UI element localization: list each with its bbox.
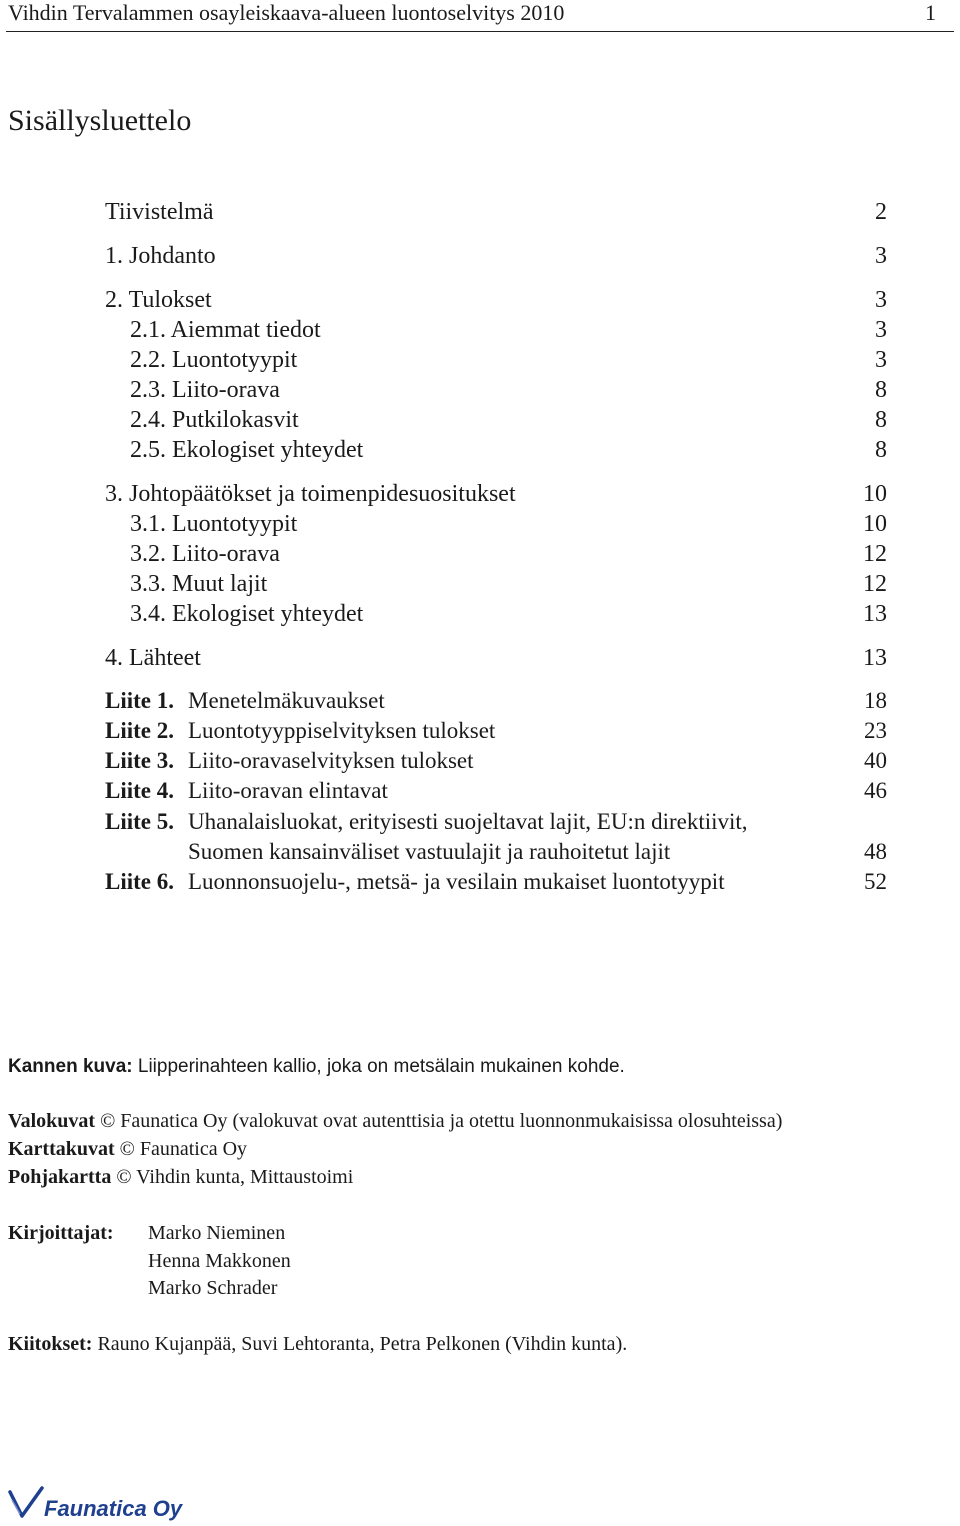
appendix-number: Liite 1. [105, 688, 174, 713]
appendix-title: Luontotyyppiselvityksen tulokset [188, 718, 496, 743]
acknowledgements [8, 1331, 627, 1357]
toc-subentry [105, 375, 887, 405]
credit-text: © Vihdin kunta, Mittaustoimi [111, 1166, 354, 1188]
toc-entry [105, 197, 887, 227]
appendix-entry [105, 776, 887, 806]
cover-photo-text: Liipperinahteen kallio, joka on metsälain mukainen kohde. [132, 1056, 625, 1077]
appendix-number: Liite 4. [105, 778, 174, 803]
toc-entry-page: 3 [875, 287, 887, 313]
credit-line [8, 1164, 353, 1190]
toc-entry-page: 10 [863, 481, 887, 507]
appendix-entry [105, 716, 887, 746]
document-header-title: Vihdin Tervalammen osayleiskaava-alueen luontoselvitys 2010 [8, 0, 565, 25]
acknowledgements-label: Kiitokset: [8, 1333, 93, 1355]
credit-line [8, 1108, 782, 1134]
appendix-number: Liite 5. [105, 809, 174, 834]
credit-label: Karttakuvat [8, 1138, 115, 1160]
toc-entry-label: 2.2. Luontotyypit [130, 347, 298, 373]
credit-text: © Faunatica Oy (valokuvat ovat autenttisia ja otettu luonnonmukaisissa olosuhteissa) [95, 1110, 783, 1132]
appendix-entry [105, 867, 887, 897]
toc-entry-page: 13 [863, 601, 887, 627]
toc-entry-page: 12 [863, 571, 887, 597]
logo-text: Faunatica Oy [44, 1496, 183, 1521]
toc-entry [105, 285, 887, 315]
toc-entry-label: 2.3. Liito-orava [130, 377, 280, 403]
toc-entry-label: 2.1. Aiemmat tiedot [130, 317, 321, 343]
toc-subentry [105, 569, 887, 599]
toc-entry [105, 479, 887, 509]
appendix-title: Menetelmäkuvaukset [188, 688, 385, 713]
toc-subentry [105, 539, 887, 569]
toc-entry-page: 48 [864, 839, 887, 864]
toc-entry-label: 2. Tulokset [105, 287, 212, 313]
appendix-entry [105, 807, 887, 837]
appendix-title: Liito-oravan elintavat [188, 778, 388, 803]
credit-text: © Faunatica Oy [114, 1138, 248, 1160]
toc-entry-label: 3.3. Muut lajit [130, 571, 268, 597]
author-name: Marko Nieminen [148, 1222, 286, 1244]
header-divider [6, 31, 954, 32]
toc-subentry [105, 435, 887, 465]
appendix-number: Liite 6. [105, 869, 174, 894]
toc-entry-page: 2 [875, 199, 887, 225]
toc-entry-page: 10 [863, 511, 887, 537]
toc-entry-label: 4. Lähteet [105, 645, 201, 671]
toc-heading: Sisällysluettelo [8, 104, 192, 137]
toc-entry-page: 52 [864, 869, 887, 894]
appendix-number: Liite 2. [105, 718, 174, 743]
appendix-entry [105, 686, 887, 716]
toc-subentry [105, 345, 887, 375]
toc-entry-label: 1. Johdanto [105, 243, 216, 269]
toc-subentry [105, 315, 887, 345]
faunatica-logo [8, 1486, 208, 1524]
author-name: Henna Makkonen [148, 1250, 291, 1272]
toc-entry-page: 3 [875, 317, 887, 343]
toc-entry-label: 2.5. Ekologiset yhteydet [130, 437, 364, 463]
toc-entry-page: 12 [863, 541, 887, 567]
toc-entry-label: 3.4. Ekologiset yhteydet [130, 601, 364, 627]
toc-entry-page: 8 [875, 407, 887, 433]
appendix-number: Liite 3. [105, 748, 174, 773]
appendix-title: Luonnonsuojelu-, metsä- ja vesilain mukaiset luontotyypit [188, 869, 725, 894]
toc-entry-page: 13 [863, 645, 887, 671]
author-name: Marko Schrader [148, 1277, 278, 1299]
acknowledgements-text: Rauno Kujanpää, Suvi Lehtoranta, Petra Pelkonen (Vihdin kunta). [92, 1333, 628, 1355]
toc-entry-page: 3 [875, 347, 887, 373]
toc-entry [105, 241, 887, 271]
toc-entry [105, 643, 887, 673]
cover-photo-label: Kannen kuva: [8, 1056, 133, 1077]
credit-line [8, 1136, 247, 1162]
appendix-entry-continuation [105, 837, 887, 867]
toc-entry-label: Tiivistelmä [105, 199, 214, 225]
cover-photo-caption [8, 1055, 625, 1079]
toc-subentry [105, 599, 887, 629]
appendix-entry [105, 746, 887, 776]
logo-swoosh-icon [10, 1488, 42, 1516]
toc-entry-page: 46 [864, 778, 887, 803]
credit-label: Valokuvat [8, 1110, 96, 1132]
toc-entry-label: 2.4. Putkilokasvit [130, 407, 299, 433]
appendix-title-continuation: Suomen kansainväliset vastuulajit ja rauhoitetut lajit [188, 839, 671, 864]
toc-subentry [105, 509, 887, 539]
page-number: 1 [925, 0, 936, 25]
toc-entry-label: 3.1. Luontotyypit [130, 511, 298, 537]
toc-entry-label: 3.2. Liito-orava [130, 541, 280, 567]
logo-graphic [8, 1486, 208, 1524]
credit-label: Pohjakartta [8, 1166, 112, 1188]
toc-entry-page: 40 [864, 748, 887, 773]
toc-entry-page: 8 [875, 437, 887, 463]
toc-subentry [105, 405, 887, 435]
toc-entry-page: 8 [875, 377, 887, 403]
toc-entry-page: 3 [875, 243, 887, 269]
toc-entry-label: 3. Johtopäätökset ja toimenpidesuositukset [105, 481, 516, 507]
toc-entry-page: 23 [864, 718, 887, 743]
toc-entry-page: 18 [864, 688, 887, 713]
appendix-title: Liito-oravaselvityksen tulokset [188, 748, 474, 773]
authors-label: Kirjoittajat: [8, 1222, 114, 1244]
appendix-title: Uhanalaisluokat, erityisesti suojeltavat lajit, EU:n direktiivit, [188, 809, 748, 834]
